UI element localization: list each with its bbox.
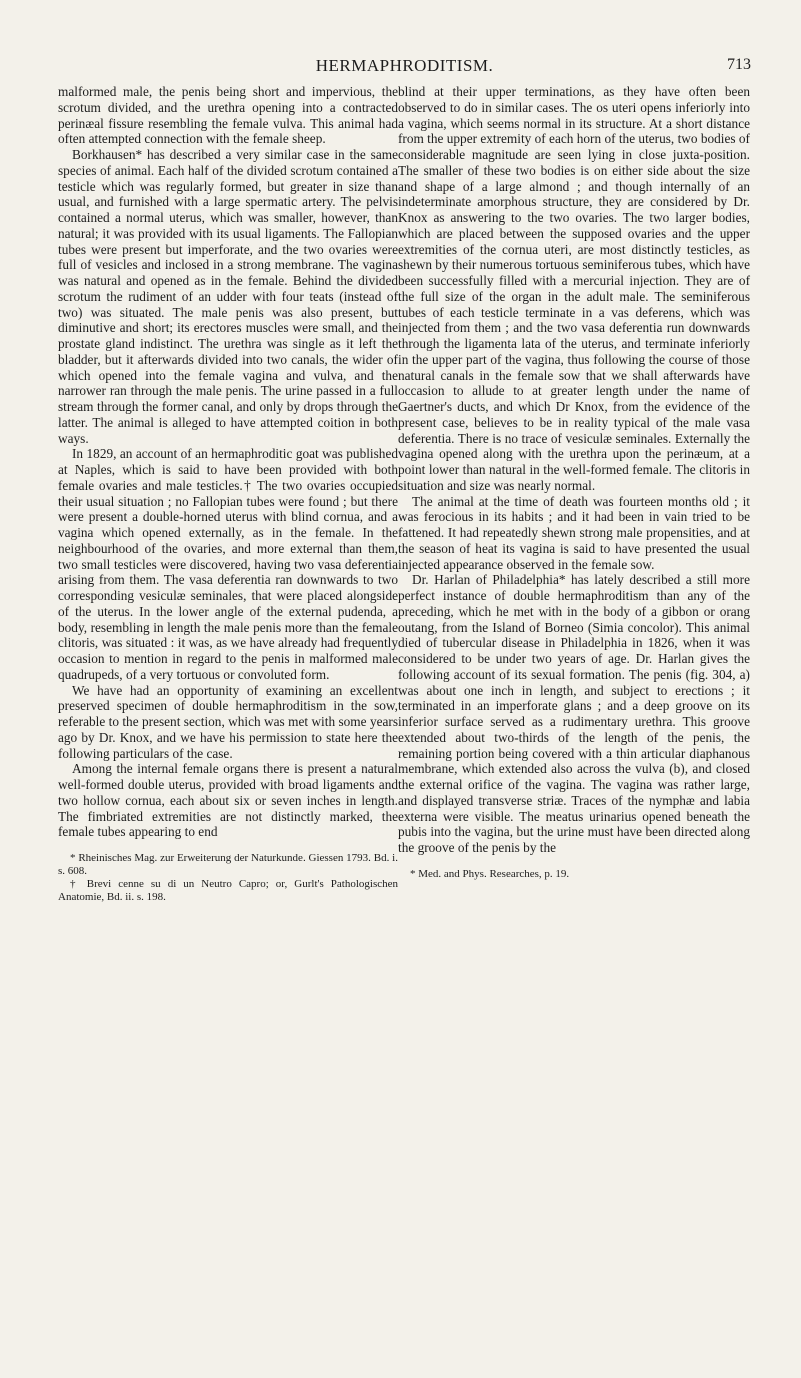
paragraph: In 1829, an account of an hermaphroditic goat was published at Naples, which is said to have been provided with both female ovaries and male testicles.† The two ovaries occupied their usual situation ; no Fallopian tubes were found ; but there were present a double-horned uterus with blind cornua, and a vagina which opened externally, as in the female. In the neighbourhood of the ovaries, and more external than them, two small testicles were discovered, having two vasa deferentia arising from them. The vasa deferentia ran downwards to two corresponding vesiculæ seminales, that were placed alongside of the uterus. In the lower angle of the external pudenda, a body, resembling in length the male penis more than the female clitoris, was situated : it was, as we have already had frequently occasion to mention in regard to the penis in malformed male quadrupeds, of a very tortuous or convoluted form. bbox=[58, 446, 398, 682]
running-head: HERMAPHRODITISM. bbox=[315, 56, 494, 75]
footnote: * Rheinisches Mag. zur Erweiterung der Naturkunde. Giessen 1793. Bd. i. s. 608. bbox=[58, 852, 398, 877]
footnote: * Med. and Phys. Researches, p. 19. bbox=[410, 867, 570, 880]
paragraph: blind at their upper terminations, as they have often been observed to do in similar cases. The os uteri opens inferiorly into a vagina, which seems normal in its structure. At a short distance from the upper extremity of each horn of the uterus, two bodies of considerable magnitude are seen lying in close juxta-position. The smaller of these two bodies is on either side about the size and shape of a large almond ; and though internally of an indeterminate amorphous structure, they are considered by Dr. Knox as answering to the two ovaries. The two larger bodies, which are placed between the supposed ovaries and the upper extremities of the cornua uteri, are most distinctly testicles, as shewn by their numerous tortuous seminiferous tubes, which have been successfully filled with a mercurial injection. They are of the full size of the organ in the adult male. The seminiferous tubes of each testicle terminate in a vas deferens, which was injected from them ; and the two vasa deferentia run downwards through the ligamenta lata of the uterus, and terminate inferiorly in the upper part of the vagina, thus following the course of those natural canals in the female sow that we shall afterwards have occasion to allude to at greater length under the name of Gaertner's ducts, and which Dr Knox, from the evidence of the present case, believes to be in reality typical of the male vasa deferentia. There is no trace of vesiculæ seminales. Externally the vagina opened along with the urethra upon the perinæum, at a point lower than natural in the well-formed female. The clitoris in situation and size was nearly normal. bbox=[398, 84, 750, 493]
right-column bbox=[398, 84, 750, 881]
paragraph: Dr. Harlan of Philadelphia* has lately described a still more perfect instance of double hermaphroditism than any of the preceding, which he met with in the body of a gibbon or orang outang, from the Island of Borneo (Simia concolor). This animal died of tubercular disease in Philadelphia in 1826, when it was considered to be under two years of age. Dr. Harlan gives the following account of its sexual formation. The penis (fig. 304, a) was about one inch in length, and subject to erections ; it terminated in an imperforate glans ; and a deep groove on its inferior surface served as a rudimentary urethra. This groove extended about two-thirds of the length of the penis, the remaining portion being covered with a thin articular diaphanous membrane, which extended also across the vulva (b), and closed the external orifice of the vagina. The vagina was rather large, and displayed transverse striæ. Traces of the nymphæ and labia externa were visible. The meatus urinarius opened beneath the pubis into the vagina, but the urine must have been directed along the groove of the penis by the bbox=[398, 572, 750, 855]
left-column bbox=[58, 84, 398, 904]
paragraph: We have had an opportunity of examining an excellent preserved specimen of double hermaphroditism in the sow, referable to the present section, which was met with some years ago by Dr. Knox, and we have his permission to state here the following particulars of the case. bbox=[58, 682, 398, 761]
paragraph: Among the internal female organs there is present a natural well-formed double uterus, provided with broad ligaments and two hollow cornua, each about six or seven inches in length. The fimbriated extremities are not distinctly marked, the female tubes appearing to end bbox=[58, 761, 398, 840]
page-number: 713 bbox=[727, 56, 751, 73]
footnotes bbox=[398, 868, 750, 881]
paragraph: malformed male, the penis being short and impervious, the scrotum divided, and the urethra opening into a contracted perinæal fissure resembling the female vulva. This animal had often attempted connection with the female sheep. bbox=[58, 84, 398, 147]
footnote: † Brevi cenne su di un Neutro Capro; or, Gurlt's Pathologischen Anatomie, Bd. ii. s. 198. bbox=[58, 878, 398, 903]
page-header bbox=[58, 56, 751, 80]
paragraph: Borkhausen* has described a very similar case in the same species of animal. Each half of the divided scrotum contained a testicle which was regularly formed, but greater in size than usual, and furnished with a large spermatic artery. The pelvis contained a normal uterus, which was smaller, however, than natural; it was provided with its usual ligaments. The Fallopian tubes were present but imperforate, and the two ovaries were full of vesicles and inclosed in a strong membrane. The vagina was natural and opened as in the female. Behind the divided scrotum the rudiment of an udder with four teats (instead of two) was situated. The male penis was also present, but diminutive and short; its erectores muscles were small, and the prostate gland indistinct. The urethra was single as it left the bladder, but it afterwards divided into two canals, the wider of which opened into the female vagina and vulva, and the narrower ran through the male penis. The urine passed in a full stream through the former canal, and only by drops through the latter. The animal is alleged to have attempted coition in both ways. bbox=[58, 147, 398, 446]
footnotes bbox=[58, 852, 398, 904]
paragraph: The animal at the time of death was fourteen months old ; it was ferocious in its habits ; and it had been in vain tried to be fattened. It had repeatedly shewn strong male propensities, and at the season of heat its vagina is said to have presented the usual injected appearance observed in the female sow. bbox=[398, 493, 750, 572]
